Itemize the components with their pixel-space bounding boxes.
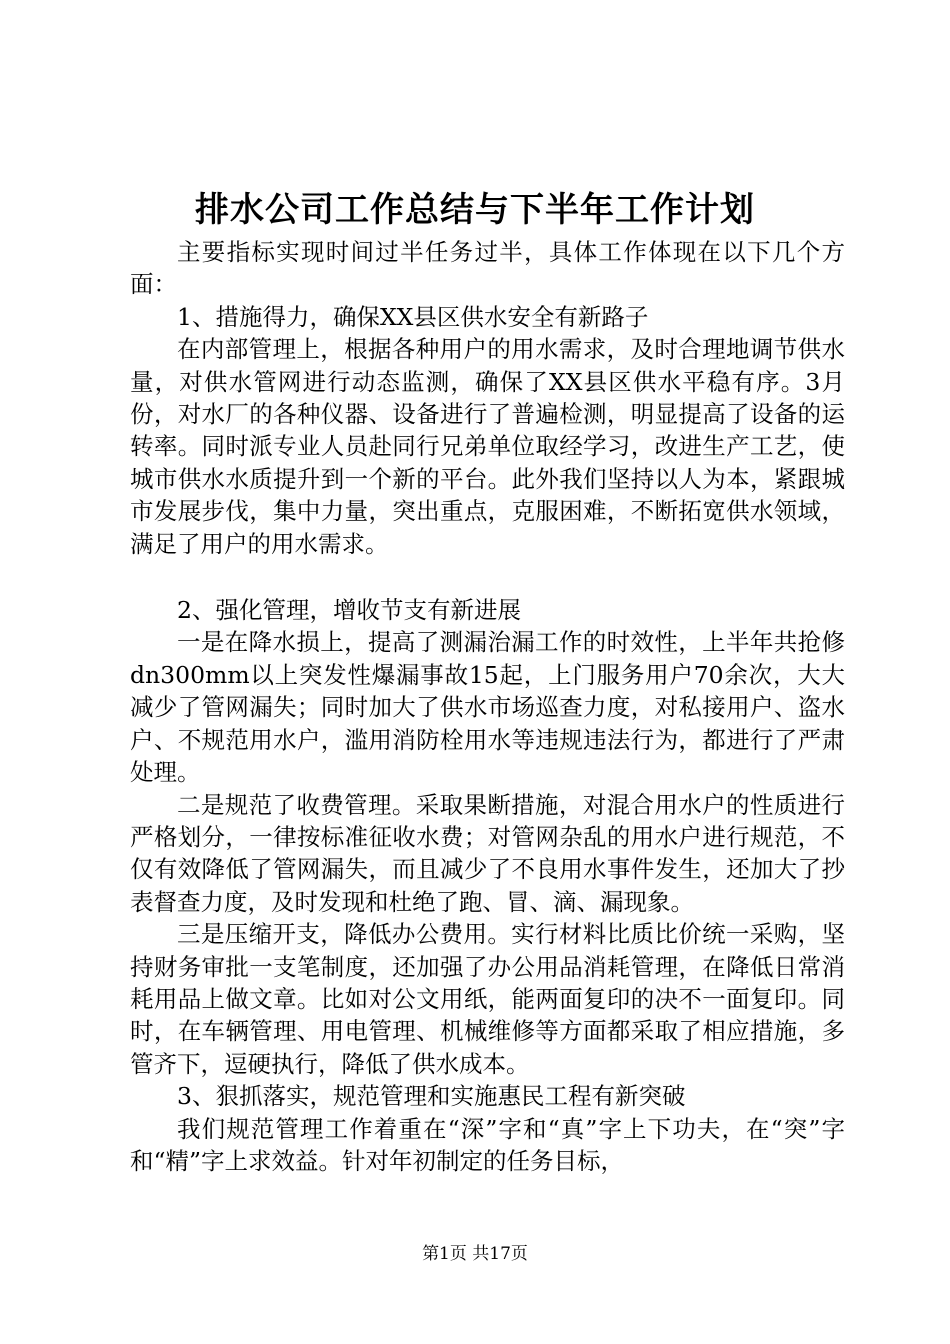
document-title: 排水公司工作总结与下半年工作计划 [195,190,755,230]
document-body [130,236,845,1177]
section-2-paragraph-3: 三是压缩开支，降低办公费用。实行材料比质比价统一采购，坚持财务审批一支笔制度，还加强了办公用品消耗管理，在降低日常消耗用品上做文章。比如对公文用纸，能两面复印的决不一面复印。同时，在车辆管理、用电管理、机械维修等方面都采取了相应措施，多管齐下，逗硬执行，降低了供水成本。 [130,920,845,1078]
section-2-paragraph-2: 二是规范了收费管理。采取果断措施，对混合用水户的性质进行严格划分，一律按标准征收水费；对管网杂乱的用水户进行规范，不仅有效降低了管网漏失，而且减少了不良用水事件发生，还加大了抄表督查力度，及时发现和杜绝了跑、冒、滴、漏现象。 [130,790,845,916]
section-1-paragraph: 在内部管理上，根据各种用户的用水需求，及时合理地调节供水量，对供水管网进行动态监测，确保了XX县区供水平稳有序。3月份，对水厂的各种仪器、设备进行了普遍检测，明显提高了设备的运转率。同时派专业人员赴同行兄弟单位取经学习，改进生产工艺，使城市供水水质提升到一个新的平台。此外我们坚持以人为本，紧跟城市发展步伐，集中力量，突出重点，克服困难，不断拓宽供水领域，满足了用户的用水需求。 [130,335,845,558]
section-heading-2: 2、强化管理，增收节支有新进展 [177,596,521,625]
section-2-paragraph-1: 一是在降水损上，提高了测漏治漏工作的时效性，上半年共抢修dn300mm以上突发性爆漏事故15起，上门服务用户70余次，大大减少了管网漏失；同时加大了供水市场巡查力度，对私接用户、盗水户、不规范用水户，滥用消防栓用水等违规违法行为，都进行了严肃处理。 [130,628,845,787]
section-heading-3: 3、狠抓落实，规范管理和实施惠民工程有新突破 [177,1082,686,1111]
page-footer: 第1页 共17页 [422,1244,528,1264]
paragraph-gap [130,560,845,594]
section-3-paragraph-1: 我们规范管理工作着重在“深”字和“真”字上下功夫，在“突”字和“精”字上求效益。针对年初制定的任务目标， [130,1114,845,1175]
intro-paragraph: 主要指标实现时间过半任务过半，具体工作体现在以下几个方面： [130,238,845,299]
section-heading-1: 1、措施得力，确保XX县区供水安全有新路子 [177,302,649,331]
